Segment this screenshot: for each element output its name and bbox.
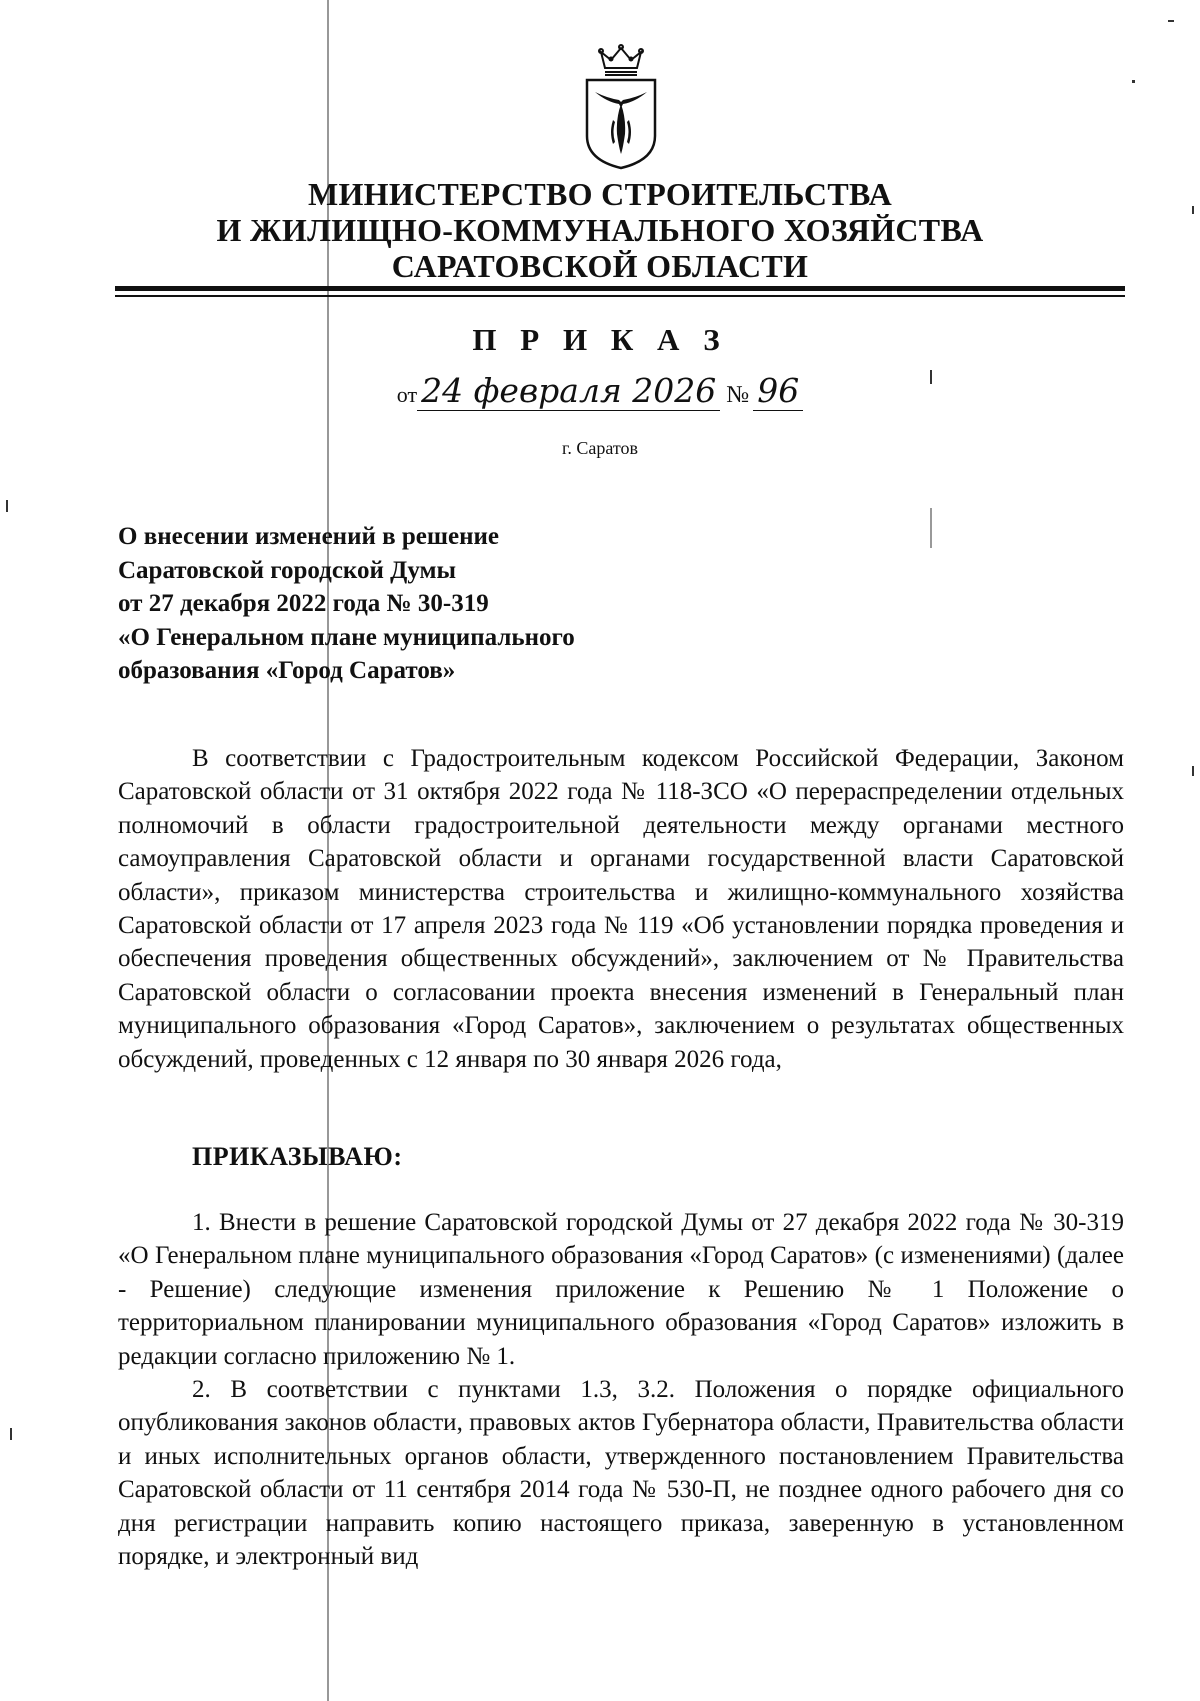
subject-line: «О Генеральном плане муниципального — [118, 623, 575, 651]
preamble-paragraph: В соответствии с Градостроительным кодексом Российской Федерации, Законом Саратовской области от 31 октября 2022 года № 118-ЗСО «О перераспределении отдельных полномочий в области градостроительной деятельности между органами местного самоуправления Саратовской области и органами государственной власти Саратовской области», приказом министерства строительства и жилищно-коммунального хозяйства Саратовской области от 17 апреля 2023 года № 119 «Об установлении порядка проведения и обеспечения проведения общественных обсуждений», заключением от № Правительства Саратовской области о согласовании проекта внесения изменений в Генеральный план муниципального образования «Город Саратов», заключением о результатах общественных обсуждений, проведенных с 12 января по 30 января 2026 года, — [118, 745, 1124, 1073]
ministry-line-2: И ЖИЛИЩНО-КОММУНАЛЬНОГО ХОЗЯЙСТВА — [216, 212, 984, 248]
order-date-line — [0, 372, 1200, 411]
scan-speck — [1192, 766, 1194, 776]
order-item-2: 2. В соответствии с пунктами 1.3, 3.2. Положения о порядке официального опубликования законов области, правовых актов Губернатора области, Правительства области и иных исполнительных органов области, утвержденного постановлением Правительства Саратовской области от 11 сентября 2014 года № 530-П, не позднее одного рабочего дня со дня регистрации направить копию настоящего приказа, заверенную в установленном порядке, и электронный вид — [118, 1376, 1124, 1571]
scan-speck — [1132, 80, 1135, 83]
subject-line: образования «Город Саратов» — [118, 657, 456, 684]
number-label: № — [726, 382, 750, 408]
handwritten-date: 24 февраля 2026 — [417, 372, 720, 411]
ministry-name — [0, 176, 1200, 284]
subject-line: Саратовской городской Думы — [118, 556, 457, 584]
ministry-line-1: МИНИСТЕРСТВО СТРОИТЕЛЬСТВА — [307, 176, 893, 212]
city-label: г. Саратов — [562, 438, 638, 458]
order-item-1: 1. Внести в решение Саратовской городской Думы от 27 декабря 2022 года № 30-319 «О Генеральном плане муниципального образования «Город Саратов» (с изменениями) (далее - Решение) следующие изменения приложение к Решению № 1 Положение о территориальном планировании муниципального образования «Город Саратов» изложить в редакции согласно приложению № 1. — [118, 1209, 1124, 1370]
header-divider-thick — [115, 286, 1125, 291]
subject-line: О внесении изменений в решение — [118, 523, 500, 550]
scan-speck — [930, 508, 932, 548]
scan-speck — [1168, 20, 1174, 22]
header-divider-thin — [115, 295, 1125, 297]
handwritten-number: 96 — [753, 372, 803, 411]
subject-line: от 27 декабря 2022 года № 30-319 — [118, 590, 489, 617]
order-subject — [118, 520, 738, 688]
ministry-line-3: САРАТОВСКОЙ ОБЛАСТИ — [391, 248, 809, 284]
saratov-coat-of-arms-icon — [583, 44, 659, 170]
order-title: П Р И К А З — [472, 322, 728, 357]
scan-speck — [10, 1428, 12, 1440]
date-prefix: от — [396, 382, 418, 407]
scan-speck — [1192, 206, 1194, 214]
scan-speck — [6, 500, 8, 512]
scan-speck — [930, 370, 932, 384]
order-directive-heading: ПРИКАЗЫВАЮ: — [192, 1142, 403, 1171]
